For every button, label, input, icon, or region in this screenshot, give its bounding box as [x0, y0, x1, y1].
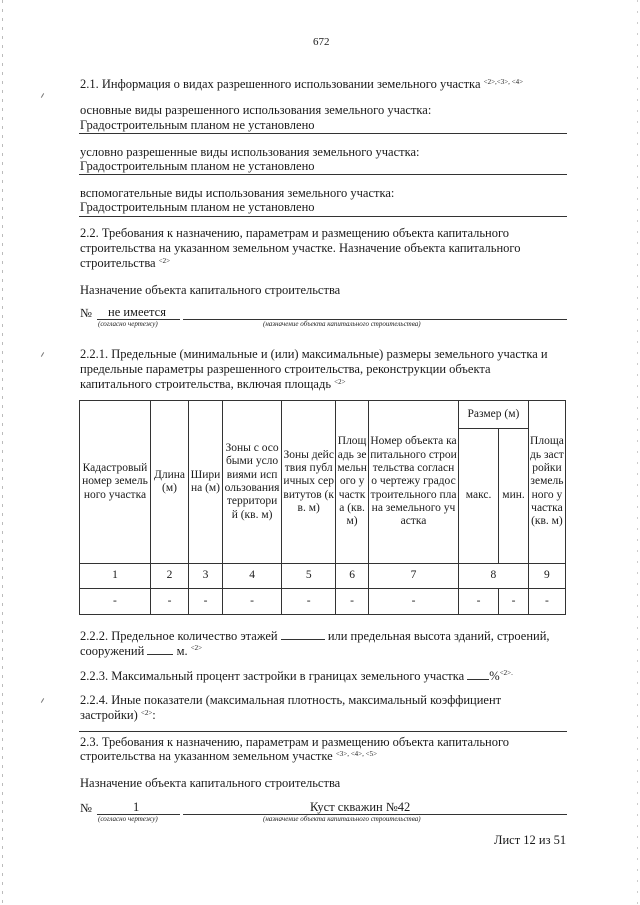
header-size-max: макс. — [458, 429, 498, 564]
column-number: 7 — [369, 564, 459, 589]
section-2-2-2-line2: сооружений м. $^{<2>}$ — [80, 644, 203, 658]
table-cell: - — [336, 589, 369, 615]
scan-mark — [41, 93, 44, 98]
table-cell: - — [150, 589, 188, 615]
other-indicators-rule — [79, 731, 567, 732]
section-2-2-4-line1: 2.2.4. Иные показатели (максимальная плотность, максимальный коэффициент — [80, 693, 502, 707]
header-object-number: Номер объекта капитального строительства согласно чертежу градостроительного плана земельного участка — [369, 401, 459, 564]
basic-uses-rule — [79, 133, 567, 134]
object-number-caption-1: (согласно чертежу) — [98, 320, 158, 328]
header-cadastral-number: Кадастровый номер земельного участка — [80, 401, 151, 564]
scan-mark — [41, 698, 44, 703]
section-2-2-2-line1: 2.2.2. Предельное количество этажей или предельная высота зданий, строений, — [80, 629, 550, 643]
auxiliary-uses-value: Градостроительным планом не установлено — [80, 200, 315, 214]
section-2-3-line1: 2.3. Требования к назначению, параметрам и размещению объекта капитального — [80, 735, 510, 749]
conditional-uses-label: условно разрешенные виды использования земельного участка: — [80, 145, 420, 159]
auxiliary-uses-label: вспомогательные виды использования земельного участка: — [80, 186, 395, 200]
floors-blank — [281, 628, 325, 640]
header-width: Ширина (м) — [189, 401, 223, 564]
table-cell: - — [80, 589, 151, 615]
table-row — [80, 589, 566, 615]
conditional-uses-value: Градостроительным планом не установлено — [80, 159, 315, 173]
section-2-2-1-line3: капитального строительства, включая площадь $^{<2>}$ — [80, 377, 346, 391]
object-name-caption-1: (назначение объекта капитального строительства) — [263, 320, 421, 328]
number-sign-1: № — [80, 306, 92, 320]
section-2-2-3: 2.2.3. Максимальный процент застройки в границах земельного участка %$^{<2>.}$ — [80, 669, 513, 683]
header-length: Длина (м) — [150, 401, 188, 564]
object-name-value-2: Куст скважин №42 — [310, 800, 411, 814]
header-size: Размер (м) — [458, 401, 528, 429]
section-2-2-4-line2: застройки) $^{<2>}$: — [80, 708, 156, 722]
table-cell: - — [222, 589, 281, 615]
section-2-2-1-line1: 2.2.1. Предельные (минимальные и (или) максимальные) размеры земельного участка и — [80, 347, 548, 361]
auxiliary-uses-rule — [79, 216, 567, 217]
parameters-table — [79, 400, 566, 615]
column-number-row — [80, 564, 566, 589]
column-number: 1 — [80, 564, 151, 589]
object-number-value-1: не имеется — [108, 305, 166, 319]
table-cell: - — [458, 589, 498, 615]
section-2-2-line3: строительства $^{<2>}$ — [80, 256, 171, 270]
header-size-min: мин. — [499, 429, 529, 564]
basic-uses-value: Градостроительным планом не установлено — [80, 118, 315, 132]
header-special-zones: Зоны с особыми условиями использования территорий (кв. м) — [222, 401, 281, 564]
conditional-uses-rule — [79, 174, 567, 175]
section-2-2-line1: 2.2. Требования к назначению, параметрам и размещению объекта капитального — [80, 226, 510, 240]
table-cell: - — [189, 589, 223, 615]
scan-left-edge — [2, 0, 3, 905]
header-servitude-zones: Зоны действия публичных сервитутов (кв. м) — [282, 401, 336, 564]
page-number: 672 — [313, 36, 330, 48]
column-number: 2 — [150, 564, 188, 589]
section-2-2-1-line2: предельные параметры разрешенного строительства, реконструкции объекта — [80, 362, 491, 376]
table-cell: - — [282, 589, 336, 615]
table-cell: - — [528, 589, 565, 615]
column-number: 8 — [458, 564, 528, 589]
column-number: 9 — [528, 564, 565, 589]
column-number: 5 — [282, 564, 336, 589]
header-building-area: Площадь застройки земельного участка (кв. м) — [528, 401, 565, 564]
section-2-3-line2: строительства на указанном земельном участке $^{<3>, <4>, <5>}$ — [80, 749, 378, 763]
percent-blank — [467, 668, 489, 680]
column-number: 3 — [189, 564, 223, 589]
number-sign-2: № — [80, 801, 92, 815]
section-2-1-heading: 2.1. Информация о видах разрешенного использовании земельного участка $^{<2>,<3>, <4>}$ — [80, 77, 524, 91]
column-number: 6 — [336, 564, 369, 589]
object-number-value-2: 1 — [133, 800, 140, 814]
column-number: 4 — [222, 564, 281, 589]
height-blank — [147, 643, 173, 655]
object-name-caption-2: (назначение объекта капитального строительства) — [263, 815, 421, 823]
table-cell: - — [499, 589, 529, 615]
object-number-caption-2: (согласно чертежу) — [98, 815, 158, 823]
basic-uses-label: основные виды разрешенного использования земельного участка: — [80, 103, 432, 117]
purpose-label-2: Назначение объекта капитального строительства — [80, 776, 341, 790]
scan-mark — [41, 352, 44, 357]
table-cell: - — [369, 589, 459, 615]
sheet-counter: Лист 12 из 51 — [494, 833, 567, 847]
header-plot-area: Площадь земельного участка (кв. м) — [336, 401, 369, 564]
section-2-2-line2: строительства на указанном земельном участке. Назначение объекта капитального — [80, 241, 521, 255]
scan-right-edge — [637, 0, 638, 905]
purpose-label-1: Назначение объекта капитального строительства — [80, 283, 341, 297]
